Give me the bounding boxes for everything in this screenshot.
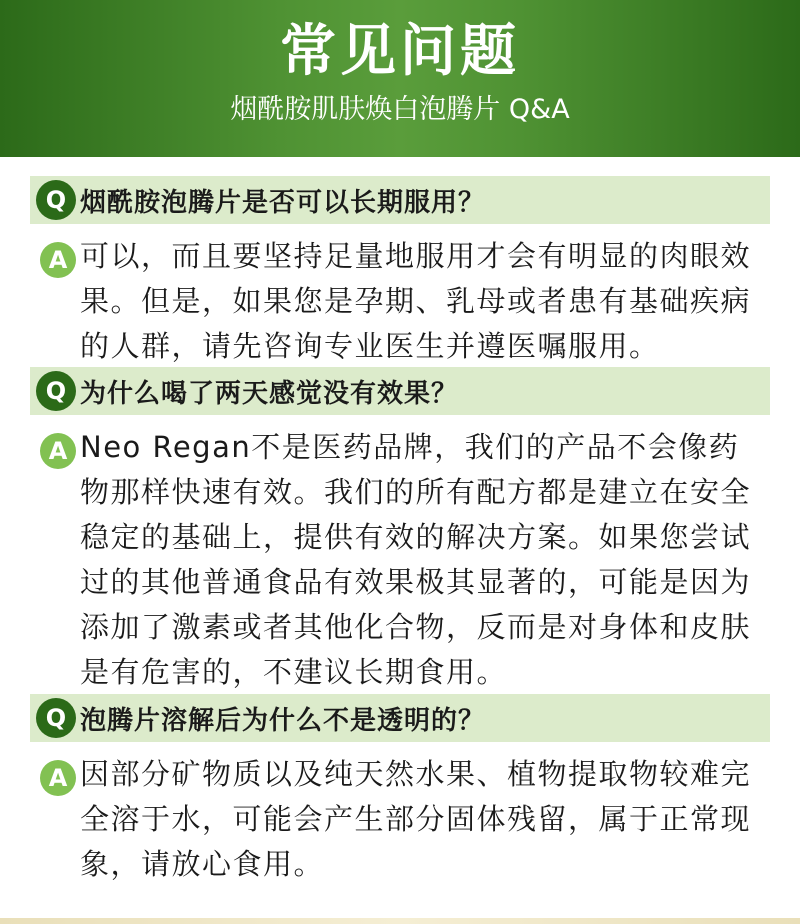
page-subtitle: 烟酰胺肌肤焕白泡腾片 Q&A (230, 94, 570, 125)
question-icon: Q (36, 180, 76, 220)
question-bar (30, 176, 770, 224)
answer-text: Neo Regan不是医药品牌，我们的产品不会像药物那样快速有效。我们的所有配方都是建立在安全稳定的基础上，提供有效的解决方案。如果您尝试过的其他普通食品有效果极其显著的，可能是因为添加了激素或者其他化合物，反而是对身体和皮肤是有危害的，不建议长期食用。 (80, 430, 752, 689)
question-text: 为什么喝了两天感觉没有效果？ (80, 378, 459, 409)
answer-block (36, 234, 764, 369)
bottom-divider (0, 918, 800, 924)
page-title: 常见问题 (280, 19, 520, 84)
answer-icon: A (40, 242, 76, 278)
question-icon: Q (36, 698, 76, 738)
question-bar (30, 694, 770, 742)
question-icon: Q (36, 371, 76, 411)
answer-block (36, 752, 764, 887)
answer-icon: A (40, 433, 76, 469)
faq-item (0, 176, 800, 369)
faq-item (0, 367, 800, 695)
header-banner (0, 0, 800, 157)
question-text: 泡腾片溶解后为什么不是透明的？ (80, 705, 486, 736)
answer-icon: A (40, 760, 76, 796)
answer-text: 因部分矿物质以及纯天然水果、植物提取物较难完全溶于水，可能会产生部分固体残留，属于正常现象，请放心食用。 (80, 757, 752, 881)
answer-text: 可以，而且要坚持足量地服用才会有明显的肉眼效果。但是，如果您是孕期、乳母或者患有基础疾病的人群，请先咨询专业医生并遵医嘱服用。 (80, 239, 752, 363)
question-text: 烟酰胺泡腾片是否可以长期服用？ (80, 187, 486, 218)
answer-block (36, 425, 764, 695)
faq-item (0, 694, 800, 887)
question-bar (30, 367, 770, 415)
